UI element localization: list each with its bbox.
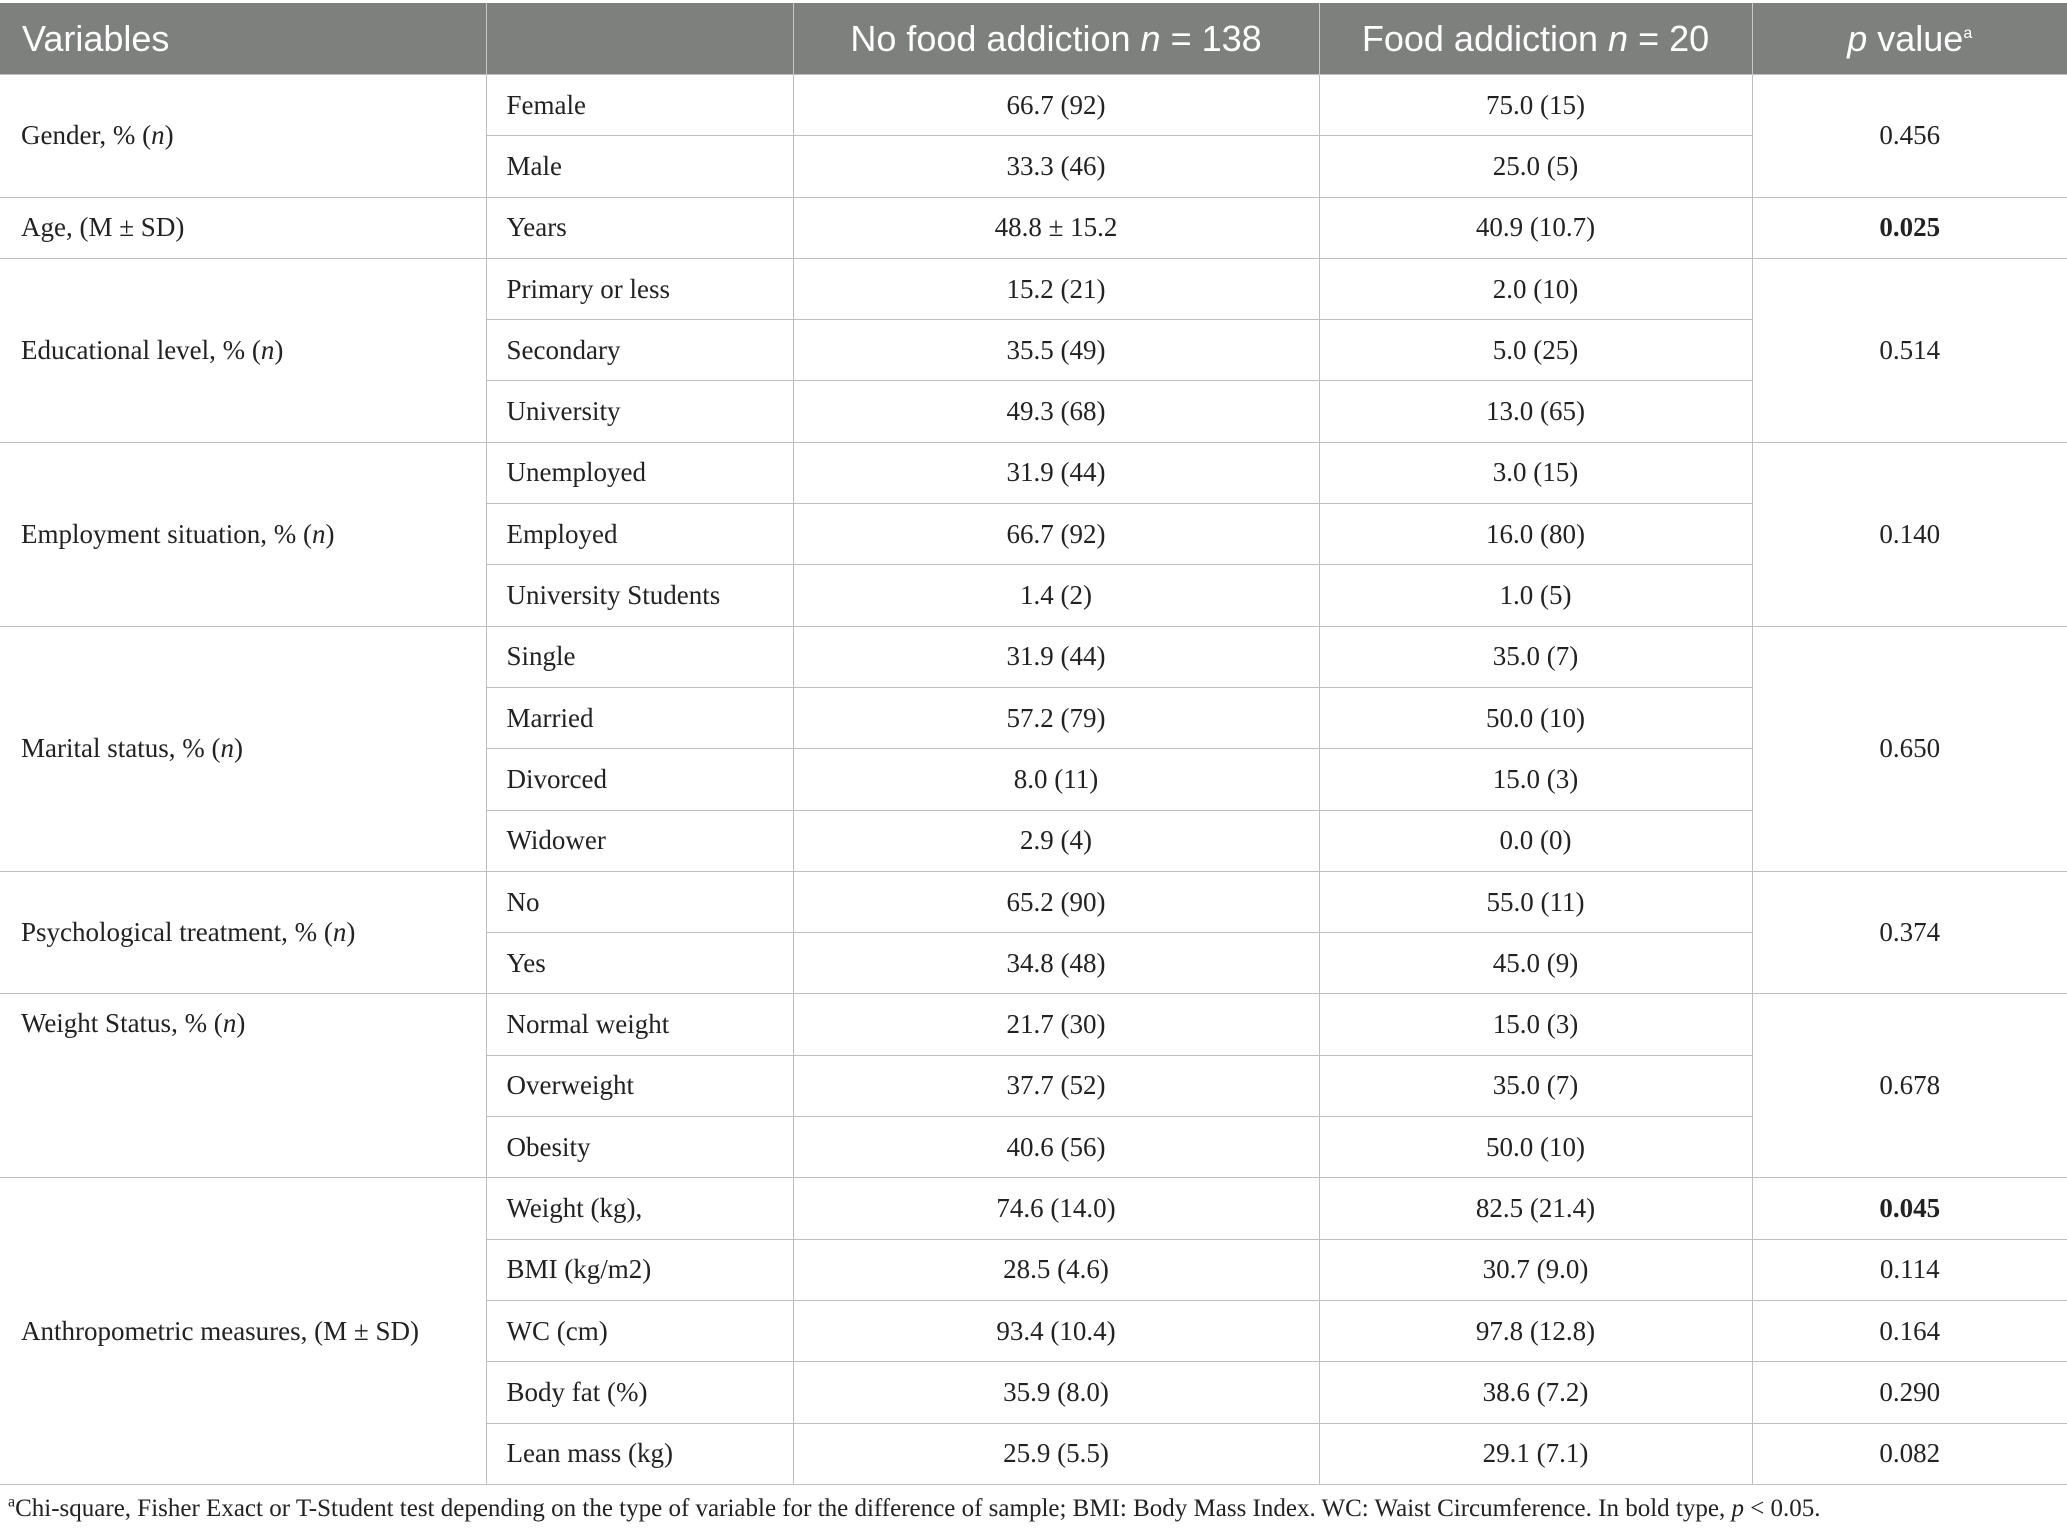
table-footnote: [8, 1495, 1821, 1523]
variable-label-n: n: [220, 733, 234, 764]
food-addiction-cell: 75.0 (15): [1319, 75, 1752, 136]
no-food-addiction-cell: 35.9 (8.0): [793, 1362, 1319, 1423]
header-variables: Variables: [0, 3, 486, 75]
variable-label: [0, 626, 486, 871]
p-value-cell: 0.456: [1752, 75, 2067, 198]
category-cell: University: [486, 381, 793, 442]
p-value-cell: 0.164: [1752, 1300, 2067, 1361]
category-cell: Male: [486, 136, 793, 197]
food-addiction-cell: 45.0 (9): [1319, 933, 1752, 994]
p-value-cell: 0.650: [1752, 626, 2067, 871]
no-food-addiction-cell: 49.3 (68): [793, 381, 1319, 442]
table-row: [0, 626, 2067, 687]
food-addiction-cell: 50.0 (10): [1319, 1117, 1752, 1178]
food-addiction-cell: 13.0 (65): [1319, 381, 1752, 442]
food-addiction-cell: 15.0 (3): [1319, 994, 1752, 1055]
food-addiction-cell: 38.6 (7.2): [1319, 1362, 1752, 1423]
no-food-addiction-cell: 25.9 (5.5): [793, 1423, 1319, 1484]
table-row: [0, 197, 2067, 258]
food-addiction-cell: 15.0 (3): [1319, 749, 1752, 810]
no-food-addiction-cell: 31.9 (44): [793, 442, 1319, 503]
header-p-sup: a: [1963, 24, 1973, 42]
header-p-value: [1752, 3, 2067, 75]
p-value-cell: 0.140: [1752, 442, 2067, 626]
header-fa-text: Food addiction: [1361, 17, 1609, 59]
food-addiction-cell: 30.7 (9.0): [1319, 1239, 1752, 1300]
p-value-cell: 0.045: [1752, 1178, 2067, 1239]
no-food-addiction-cell: 1.4 (2): [793, 565, 1319, 626]
food-addiction-cell: 97.8 (12.8): [1319, 1300, 1752, 1361]
category-cell: Divorced: [486, 749, 793, 810]
variable-label-text: Weight Status, % (: [21, 1008, 223, 1039]
footnote-sup: a: [8, 1493, 16, 1511]
footnote-tail: < 0.05.: [1743, 1495, 1821, 1522]
variable-label: [0, 258, 486, 442]
food-addiction-cell: 0.0 (0): [1319, 810, 1752, 871]
category-cell: Single: [486, 626, 793, 687]
header-fa-value: = 20: [1628, 17, 1710, 59]
variable-label: [0, 994, 486, 1178]
category-cell: University Students: [486, 565, 793, 626]
no-food-addiction-cell: 2.9 (4): [793, 810, 1319, 871]
no-food-addiction-cell: 93.4 (10.4): [793, 1300, 1319, 1361]
category-cell: Body fat (%): [486, 1362, 793, 1423]
food-addiction-cell: 1.0 (5): [1319, 565, 1752, 626]
header-p: p: [1847, 17, 1868, 59]
no-food-addiction-cell: 28.5 (4.6): [793, 1239, 1319, 1300]
variable-label-text: Employment situation, % (: [21, 518, 312, 549]
food-addiction-cell: 3.0 (15): [1319, 442, 1752, 503]
no-food-addiction-cell: 66.7 (92): [793, 504, 1319, 565]
food-addiction-cell: 50.0 (10): [1319, 687, 1752, 748]
header-no-fa-text: No food addiction: [850, 17, 1141, 59]
p-value-cell: 0.374: [1752, 871, 2067, 994]
p-value-cell: 0.025: [1752, 197, 2067, 258]
category-cell: Married: [486, 687, 793, 748]
food-addiction-cell: 2.0 (10): [1319, 258, 1752, 319]
category-cell: Normal weight: [486, 994, 793, 1055]
variable-label-n: n: [332, 917, 347, 948]
p-value-cell: 0.514: [1752, 258, 2067, 442]
variable-label-text: Gender, % (: [21, 120, 152, 151]
category-cell: Widower: [486, 810, 793, 871]
food-addiction-cell: 82.5 (21.4): [1319, 1178, 1752, 1239]
variable-label-text: Marital status, % (: [21, 733, 221, 764]
p-value-cell: 0.678: [1752, 994, 2067, 1178]
no-food-addiction-cell: 65.2 (90): [793, 871, 1319, 932]
category-cell: Overweight: [486, 1055, 793, 1116]
variable-label-close: ): [233, 733, 243, 764]
table-row: [0, 871, 2067, 932]
no-food-addiction-cell: 34.8 (48): [793, 933, 1319, 994]
category-cell: WC (cm): [486, 1300, 793, 1361]
variable-label-n: n: [151, 120, 165, 151]
variable-label-text: Age, (M ± SD): [21, 212, 185, 243]
no-food-addiction-cell: 33.3 (46): [793, 136, 1319, 197]
footnote-p: p: [1731, 1495, 1744, 1522]
food-addiction-cell: 29.1 (7.1): [1319, 1423, 1752, 1484]
variable-label-n: n: [222, 1008, 237, 1039]
header-no-food-addiction: [793, 3, 1319, 75]
variable-label-close: ): [346, 917, 356, 948]
food-addiction-cell: 35.0 (7): [1319, 1055, 1752, 1116]
category-cell: Lean mass (kg): [486, 1423, 793, 1484]
results-table: [0, 3, 2067, 1485]
variable-label-close: ): [164, 120, 174, 151]
header-fa-n: n: [1608, 17, 1629, 59]
category-cell: Weight (kg),: [486, 1178, 793, 1239]
variable-label: [0, 871, 486, 994]
variable-label-close: ): [274, 334, 284, 365]
category-cell: Employed: [486, 504, 793, 565]
table-row: [0, 1178, 2067, 1239]
category-cell: Obesity: [486, 1117, 793, 1178]
variable-label-text: Psychological treatment, % (: [21, 917, 333, 948]
no-food-addiction-cell: 15.2 (21): [793, 258, 1319, 319]
food-addiction-cell: 40.9 (10.7): [1319, 197, 1752, 258]
no-food-addiction-cell: 48.8 ± 15.2: [793, 197, 1319, 258]
variable-label-n: n: [260, 334, 275, 365]
variable-label-n: n: [311, 518, 326, 549]
no-food-addiction-cell: 35.5 (49): [793, 320, 1319, 381]
food-addiction-cell: 25.0 (5): [1319, 136, 1752, 197]
table-row: [0, 258, 2067, 319]
no-food-addiction-cell: 74.6 (14.0): [793, 1178, 1319, 1239]
variable-label-close: ): [236, 1008, 246, 1039]
variable-label: [0, 75, 486, 198]
category-cell: Primary or less: [486, 258, 793, 319]
no-food-addiction-cell: 37.7 (52): [793, 1055, 1319, 1116]
header-p-rest: value: [1867, 17, 1964, 59]
p-value-cell: 0.082: [1752, 1423, 2067, 1484]
category-cell: Female: [486, 75, 793, 136]
no-food-addiction-cell: 21.7 (30): [793, 994, 1319, 1055]
table-row: [0, 75, 2067, 136]
p-value-cell: 0.290: [1752, 1362, 2067, 1423]
category-cell: Unemployed: [486, 442, 793, 503]
food-addiction-cell: 55.0 (11): [1319, 871, 1752, 932]
no-food-addiction-cell: 40.6 (56): [793, 1117, 1319, 1178]
no-food-addiction-cell: 31.9 (44): [793, 626, 1319, 687]
food-addiction-cell: 16.0 (80): [1319, 504, 1752, 565]
no-food-addiction-cell: 8.0 (11): [793, 749, 1319, 810]
p-value-cell: 0.114: [1752, 1239, 2067, 1300]
table-row: [0, 994, 2067, 1055]
header-row: [0, 3, 2067, 75]
no-food-addiction-cell: 57.2 (79): [793, 687, 1319, 748]
category-cell: No: [486, 871, 793, 932]
header-food-addiction: [1319, 3, 1752, 75]
variable-label: Anthropometric measures, (M ± SD): [0, 1178, 486, 1484]
category-cell: Years: [486, 197, 793, 258]
variable-label-close: ): [325, 518, 335, 549]
header-category: [486, 3, 793, 75]
food-addiction-cell: 35.0 (7): [1319, 626, 1752, 687]
category-cell: Yes: [486, 933, 793, 994]
header-no-fa-value: = 138: [1160, 17, 1262, 59]
no-food-addiction-cell: 66.7 (92): [793, 75, 1319, 136]
variable-label-text: Educational level, % (: [21, 334, 261, 365]
footnote-text: Chi-square, Fisher Exact or T-Student test depending on the type of variable for the difference of sample; BMI: Body Mass Index. WC: Waist Circumference. In bold type,: [15, 1495, 1732, 1522]
food-addiction-cell: 5.0 (25): [1319, 320, 1752, 381]
variable-label: [0, 197, 486, 258]
header-no-fa-n: n: [1140, 17, 1161, 59]
category-cell: Secondary: [486, 320, 793, 381]
table-row: [0, 442, 2067, 503]
variable-label: [0, 442, 486, 626]
category-cell: BMI (kg/m2): [486, 1239, 793, 1300]
